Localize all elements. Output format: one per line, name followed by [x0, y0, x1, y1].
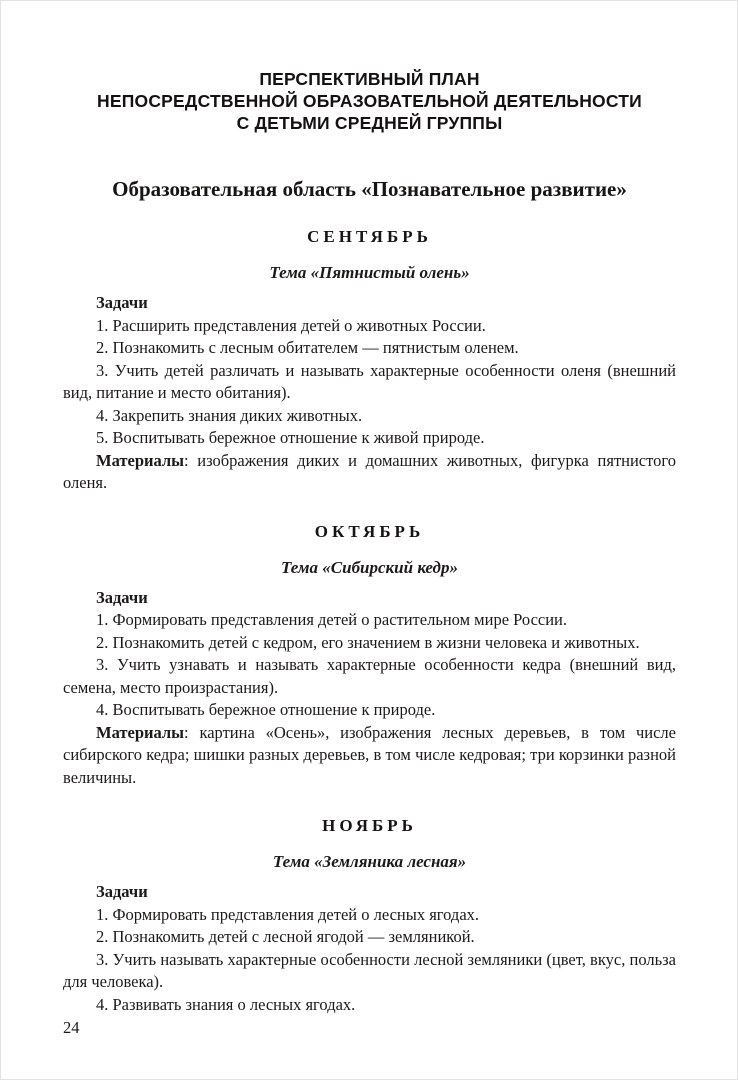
section-september	[63, 227, 676, 495]
theme-heading: Тема «Пятнистый олень»	[269, 263, 470, 282]
task-item: 1. Расширить представления детей о животных России.	[96, 315, 486, 335]
tasks-label: Задачи	[96, 882, 148, 901]
task-item: 2. Познакомить детей с кедром, его значением в жизни человека и животных.	[96, 632, 640, 652]
document-title-line-1: ПЕРСПЕКТИВНЫЙ ПЛАН	[259, 69, 480, 89]
task-item: 4. Развивать знания о лесных ягодах.	[96, 994, 356, 1014]
section-body	[63, 292, 676, 495]
materials-paragraph	[63, 450, 676, 495]
document-title-line-2: НЕПОСРЕДСТВЕННОЙ ОБРАЗОВАТЕЛЬНОЙ ДЕЯТЕЛЬНОСТИ	[97, 91, 642, 111]
task-item: 3. Учить называть характерные особенности лесной земляники (цвет, вкус, польза для человека).	[63, 949, 676, 991]
task-item: 1. Формировать представления детей о лесных ягодах.	[96, 904, 480, 924]
task-item: 4. Закрепить знания диких животных.	[96, 405, 363, 425]
month-heading: СЕНТЯБРЬ	[307, 227, 432, 246]
month-heading: НОЯБРЬ	[322, 816, 417, 835]
materials-paragraph	[63, 722, 676, 790]
document-title-line-3: С ДЕТЬМИ СРЕДНЕЙ ГРУППЫ	[236, 113, 503, 133]
theme-heading: Тема «Земляника лесная»	[272, 852, 467, 871]
task-item: 2. Познакомить с лесным обитателем — пятнистым оленем.	[96, 338, 519, 357]
theme-heading: Тема «Сибирский кедр»	[280, 557, 458, 577]
section-october	[63, 522, 676, 790]
materials-text: : изображения диких и домашних животных, фигурка пятнистого оленя.	[63, 450, 676, 492]
tasks-label: Задачи	[96, 293, 148, 312]
section-body	[63, 587, 676, 790]
materials-label: Материалы	[96, 722, 185, 742]
document-title	[63, 68, 676, 134]
task-item: 5. Воспитывать бережное отношение к живой природе.	[96, 428, 485, 447]
page-number: 24	[63, 1018, 80, 1037]
materials-label: Материалы	[96, 450, 185, 470]
month-heading: ОКТЯБРЬ	[314, 521, 425, 541]
materials-text: : картина «Осень», изображения лесных деревьев, в том числе сибирского кедра; шишки разных деревьев, в том числе кедровая; три корзинки разной величины.	[63, 722, 676, 787]
tasks-label: Задачи	[96, 587, 148, 607]
task-item: 3. Учить узнавать и называть характерные особенности кедра (внешний вид, семена, место произрастания).	[63, 655, 676, 697]
educational-area-subtitle: Образовательная область «Познавательное развитие»	[112, 177, 627, 201]
section-body	[63, 881, 676, 1016]
task-item: 1. Формировать представления детей о растительном мире России.	[96, 610, 568, 629]
task-item: 3. Учить детей различать и называть характерные особенности оленя (внешний вид, питание и место обитания).	[63, 360, 676, 402]
task-item: 2. Познакомить детей с лесной ягодой — земляникой.	[96, 927, 475, 946]
task-item: 4. Воспитывать бережное отношение к природе.	[96, 700, 436, 719]
section-november	[63, 816, 676, 1016]
